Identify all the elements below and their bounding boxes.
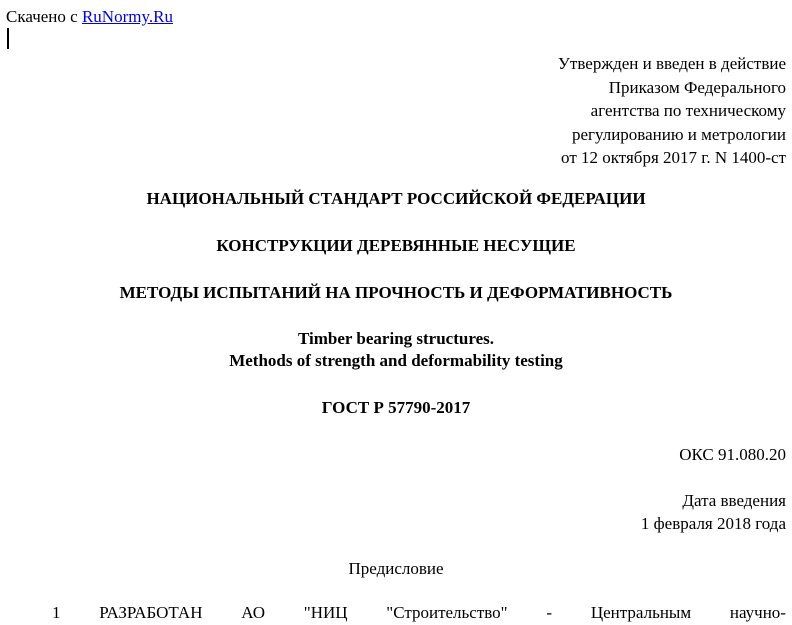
item-word: АО [241, 603, 265, 622]
source-link[interactable]: RuNormy.Ru [81, 7, 173, 26]
item-word: "НИЦ [303, 603, 348, 622]
approval-line: от 12 октября 2017 г. N 1400-ст [561, 148, 786, 168]
item-word: научно- [729, 603, 786, 622]
standard-type-heading: НАЦИОНАЛЬНЫЙ СТАНДАРТ РОССИЙСКОЙ ФЕДЕРАЦИИ [146, 189, 646, 208]
item-word: 1 [52, 603, 61, 622]
english-title-line1: Timber bearing structures. [298, 329, 494, 348]
approval-line: Утвержден и введен в действие [557, 54, 786, 73]
preface-heading: Предисловие [348, 559, 444, 578]
standard-code: ГОСТ Р 57790-2017 [321, 398, 471, 417]
approval-line: регулированию и метрологии [571, 124, 786, 144]
source-prefix: Скачено с [6, 7, 78, 26]
text-cursor [7, 28, 9, 49]
item-word: РАЗРАБОТАН [99, 603, 203, 622]
english-title-line2: Methods of strength and deformability testing [229, 351, 563, 370]
item-word: Центральным [590, 603, 692, 622]
introduction-date: 1 февраля 2018 года [640, 514, 786, 533]
approval-block [558, 52, 786, 170]
item-word: - [546, 603, 553, 622]
approval-line: Приказом Федерального [608, 77, 786, 97]
document-title: КОНСТРУКЦИИ ДЕРЕВЯННЫЕ НЕСУЩИЕ [216, 236, 576, 255]
source-note [6, 7, 173, 27]
oks-code: ОКС 91.080.20 [679, 445, 786, 464]
item-word: "Строительство" [386, 603, 508, 622]
approval-line: агентства по техническому [590, 101, 786, 121]
preface-item-1 [52, 601, 786, 625]
introduction-label: Дата введения [682, 491, 786, 510]
document-subtitle: МЕТОДЫ ИСПЫТАНИЙ НА ПРОЧНОСТЬ И ДЕФОРМАТИВНОСТЬ [119, 283, 673, 302]
